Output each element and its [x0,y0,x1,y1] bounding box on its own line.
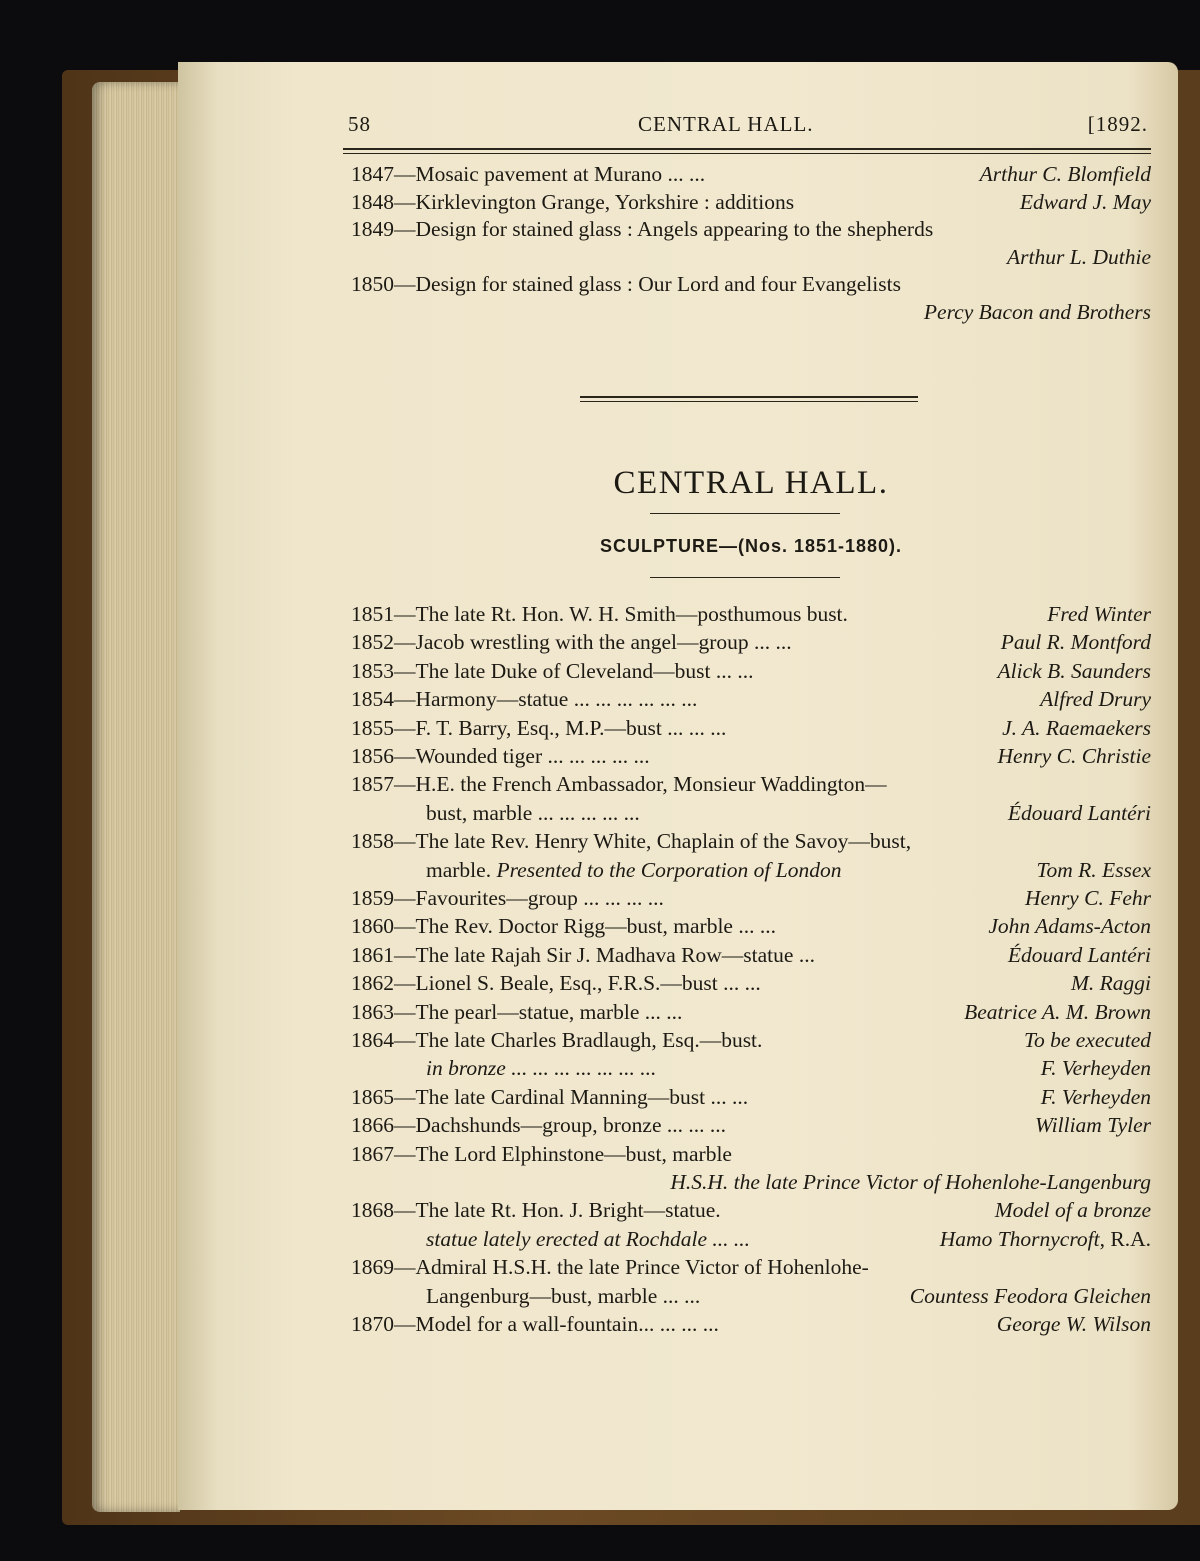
entry-artist [924,298,1151,327]
entry-description [351,969,761,998]
entry-text: 1848—Kirklevington Grange, Yorkshire : additions [351,189,795,214]
section-title: CENTRAL HALL. [613,465,889,501]
entry-description [426,1282,700,1311]
entry-line [351,799,1151,828]
section-divider [580,396,918,398]
artist-suffix: , R.A. [1099,1226,1151,1251]
entry-text: 1865—The late Cardinal Manning—bust ... ... [351,1084,749,1109]
entry-line [351,770,1151,799]
entry-line [351,1225,1151,1254]
entry-artist [670,1168,1151,1197]
entry-line [351,827,1151,856]
entry-artist [1037,856,1151,885]
artist-name: Édouard Lantéri [1007,800,1151,825]
entry-note: Presented to the Corporation of London [496,857,842,882]
entry-description [351,742,650,771]
entry-artist [1002,714,1151,743]
entry-artist [1024,1026,1151,1055]
entry-description [351,215,933,244]
entry-line [351,856,1151,885]
entry-text: 1851—The late Rt. Hon. W. H. Smith—posthumous bust. [351,602,848,626]
entry-line [351,912,1151,941]
entry-text: 1869—Admiral H.S.H. the late Prince Victor of Hohenlohe- [351,1255,869,1280]
entry-description [351,1310,719,1339]
entry-line [351,298,1151,327]
artist-name: Alick B. Saunders [997,658,1151,683]
entry-text: 1864—The late Charles Bradlaugh, Esq.—bust. [351,1028,763,1052]
page-number: 58 [348,112,371,136]
entry-line [351,714,1151,743]
entry-line [351,1083,1151,1112]
page-edges [92,82,180,1512]
artist-name: J. A. Raemaekers [1002,715,1151,740]
entry-artist [1035,1111,1151,1140]
entry-line [351,160,1151,189]
artist-name: Henry C. Fehr [1025,886,1151,910]
entry-line [351,1282,1151,1311]
entry-artist [988,912,1151,941]
entry-artist [1001,628,1151,657]
entry-note: in bronze ... ... ... ... ... ... ... [426,1056,657,1081]
entry-description [351,1026,762,1055]
running-header [348,104,1148,144]
entry-line [351,998,1151,1027]
entry-text: 1854—Harmony—statue ... ... ... ... ... ... [351,687,698,712]
entry-artist [1071,969,1151,998]
entry-text: 1867—The Lord Elphinstone—bust, marble [351,1141,732,1166]
entry-text: 1852—Jacob wrestling with the angel—group ... ... [351,630,792,655]
artist-name: Beatrice A. M. Brown [964,999,1151,1024]
entry-line [351,685,1151,714]
entry-description [351,160,705,189]
entry-artist [1008,941,1151,970]
entry-line [351,243,1151,272]
entry-line [351,628,1151,657]
entry-text: 1866—Dachshunds—group, bronze ... ... ... [351,1113,727,1138]
entry-artist [998,742,1151,771]
entry-description [351,1196,721,1225]
entry-text: 1857—H.E. the French Ambassador, Monsieur Waddington— [351,772,887,797]
entry-description [351,884,664,913]
entry-text: 1860—The Rev. Doctor Rigg—bust, marble ... ... [351,914,776,939]
artist-name: Arthur C. Blomfield [979,162,1151,186]
artist-name: To be executed [1024,1028,1151,1052]
title-rule [650,513,840,514]
artist-name: Model of a bronze [994,1198,1151,1223]
entry-description [351,657,753,686]
artist-name: Arthur L. Duthie [1007,244,1151,269]
entry-description [351,685,697,714]
entry-text: 1847—Mosaic pavement at Murano ... ... [351,162,706,186]
entry-description [426,1225,750,1254]
artist-name: Fred Winter [1047,602,1151,626]
artist-name: George W. Wilson [996,1312,1151,1336]
entry-line [351,1196,1151,1225]
entry-text: Langenburg—bust, marble ... ... [426,1283,701,1308]
entry-description [351,270,901,299]
artist-name: F. Verheyden [1040,1084,1151,1109]
artist-name: H.S.H. the late Prince Victor of Hohenlohe-Langenburg [670,1170,1151,1194]
artist-name: Édouard Lantéri [1007,942,1151,967]
entry-note: statue lately erected at Rochdale ... ... [426,1226,750,1251]
artist-name: William Tyler [1034,1113,1151,1138]
header-year: [1892. [1087,112,1148,136]
entry-line [351,1140,1151,1169]
book-page [178,62,1178,1510]
entry-text: 1856—Wounded tiger ... ... ... ... ... [351,744,650,768]
subtitle-rule [650,577,840,578]
entry-description [351,628,792,657]
entry-description [351,941,815,970]
entry-artist [997,1310,1151,1339]
entry-text: 1855—F. T. Barry, Esq., M.P.—bust ... ... ... [351,715,727,740]
entry-artist [1008,799,1151,828]
entry-text: 1858—The late Rev. Henry White, Chaplain of the Savoy—bust, [351,829,912,854]
entry-artist [910,1282,1151,1311]
artist-name: M. Raggi [1070,971,1151,996]
running-title: CENTRAL HALL. [638,112,814,136]
entry-text: 1853—The late Duke of Cleveland—bust ... ... [351,658,754,683]
entry-artist [1020,188,1151,217]
artist-name: Alfred Drury [1040,687,1151,712]
entry-description [351,770,887,799]
entry-description [351,827,911,856]
header-rule [343,148,1151,150]
section-subtitle: SCULPTURE—(Nos. 1851-1880). [599,536,903,556]
entry-line [351,657,1151,686]
entry-line [351,215,1151,244]
entry-line [351,270,1151,299]
entry-line [351,742,1151,771]
entry-description [351,714,726,743]
entry-description [351,912,776,941]
artist-name: John Adams-Acton [988,914,1151,939]
entry-artist [998,657,1151,686]
entry-text: 1863—The pearl—statue, marble ... ... [351,999,683,1024]
entry-description [351,1253,869,1282]
entry-text: 1849—Design for stained glass : Angels appearing to the shepherds [351,217,934,241]
entry-artist [1025,884,1151,913]
entry-line [351,969,1151,998]
entry-artist [1007,243,1151,272]
entry-artist [1041,1083,1151,1112]
entry-line [351,600,1151,629]
entry-line [351,1026,1151,1055]
artist-name: Tom R. Essex [1036,857,1151,882]
artist-name: Edward J. May [1019,189,1151,214]
entry-line [351,1054,1151,1083]
entry-line [351,1168,1151,1197]
artist-name: Hamo Thornycroft [939,1226,1100,1251]
entry-description [351,1111,726,1140]
entry-artist [1047,600,1151,629]
entry-text: 1868—The late Rt. Hon. J. Bright—statue. [351,1198,721,1223]
entry-description [426,799,640,828]
entry-text: 1862—Lionel S. Beale, Esq., F.R.S.—bust ... ... [351,971,761,996]
entry-description [426,856,841,885]
entry-description [351,998,682,1027]
entry-description [351,600,848,629]
entry-line [351,884,1151,913]
entry-text: 1859—Favourites—group ... ... ... ... [351,886,664,910]
entry-line [351,941,1151,970]
entry-text: marble. [426,857,497,882]
artist-name: F. Verheyden [1040,1056,1151,1081]
artist-name: Countess Feodora Gleichen [909,1283,1151,1308]
entry-artist [995,1196,1151,1225]
entry-text: 1850—Design for stained glass : Our Lord and four Evangelists [351,272,901,296]
entry-artist [940,1225,1151,1254]
entry-description [426,1054,656,1083]
entry-artist [980,160,1151,189]
entry-description [351,1083,748,1112]
entry-artist [1040,685,1151,714]
entry-text: 1870—Model for a wall-fountain... ... ... ... [351,1312,719,1336]
entry-artist [1041,1054,1151,1083]
entry-line [351,1253,1151,1282]
header-rule-thin [343,153,1151,154]
entry-text: 1861—The late Rajah Sir J. Madhava Row—statue ... [351,942,815,967]
entry-line [351,1111,1151,1140]
entry-text: bust, marble ... ... ... ... ... [426,800,640,825]
artist-name: Percy Bacon and Brothers [923,299,1151,324]
artist-name: Paul R. Montford [1000,630,1151,655]
entry-line [351,1310,1151,1339]
section-divider-thin [580,401,918,402]
entry-artist [964,998,1151,1027]
artist-name: Henry C. Christie [997,744,1151,768]
entry-description [351,1140,732,1169]
entry-description [351,188,794,217]
entry-line [351,188,1151,217]
